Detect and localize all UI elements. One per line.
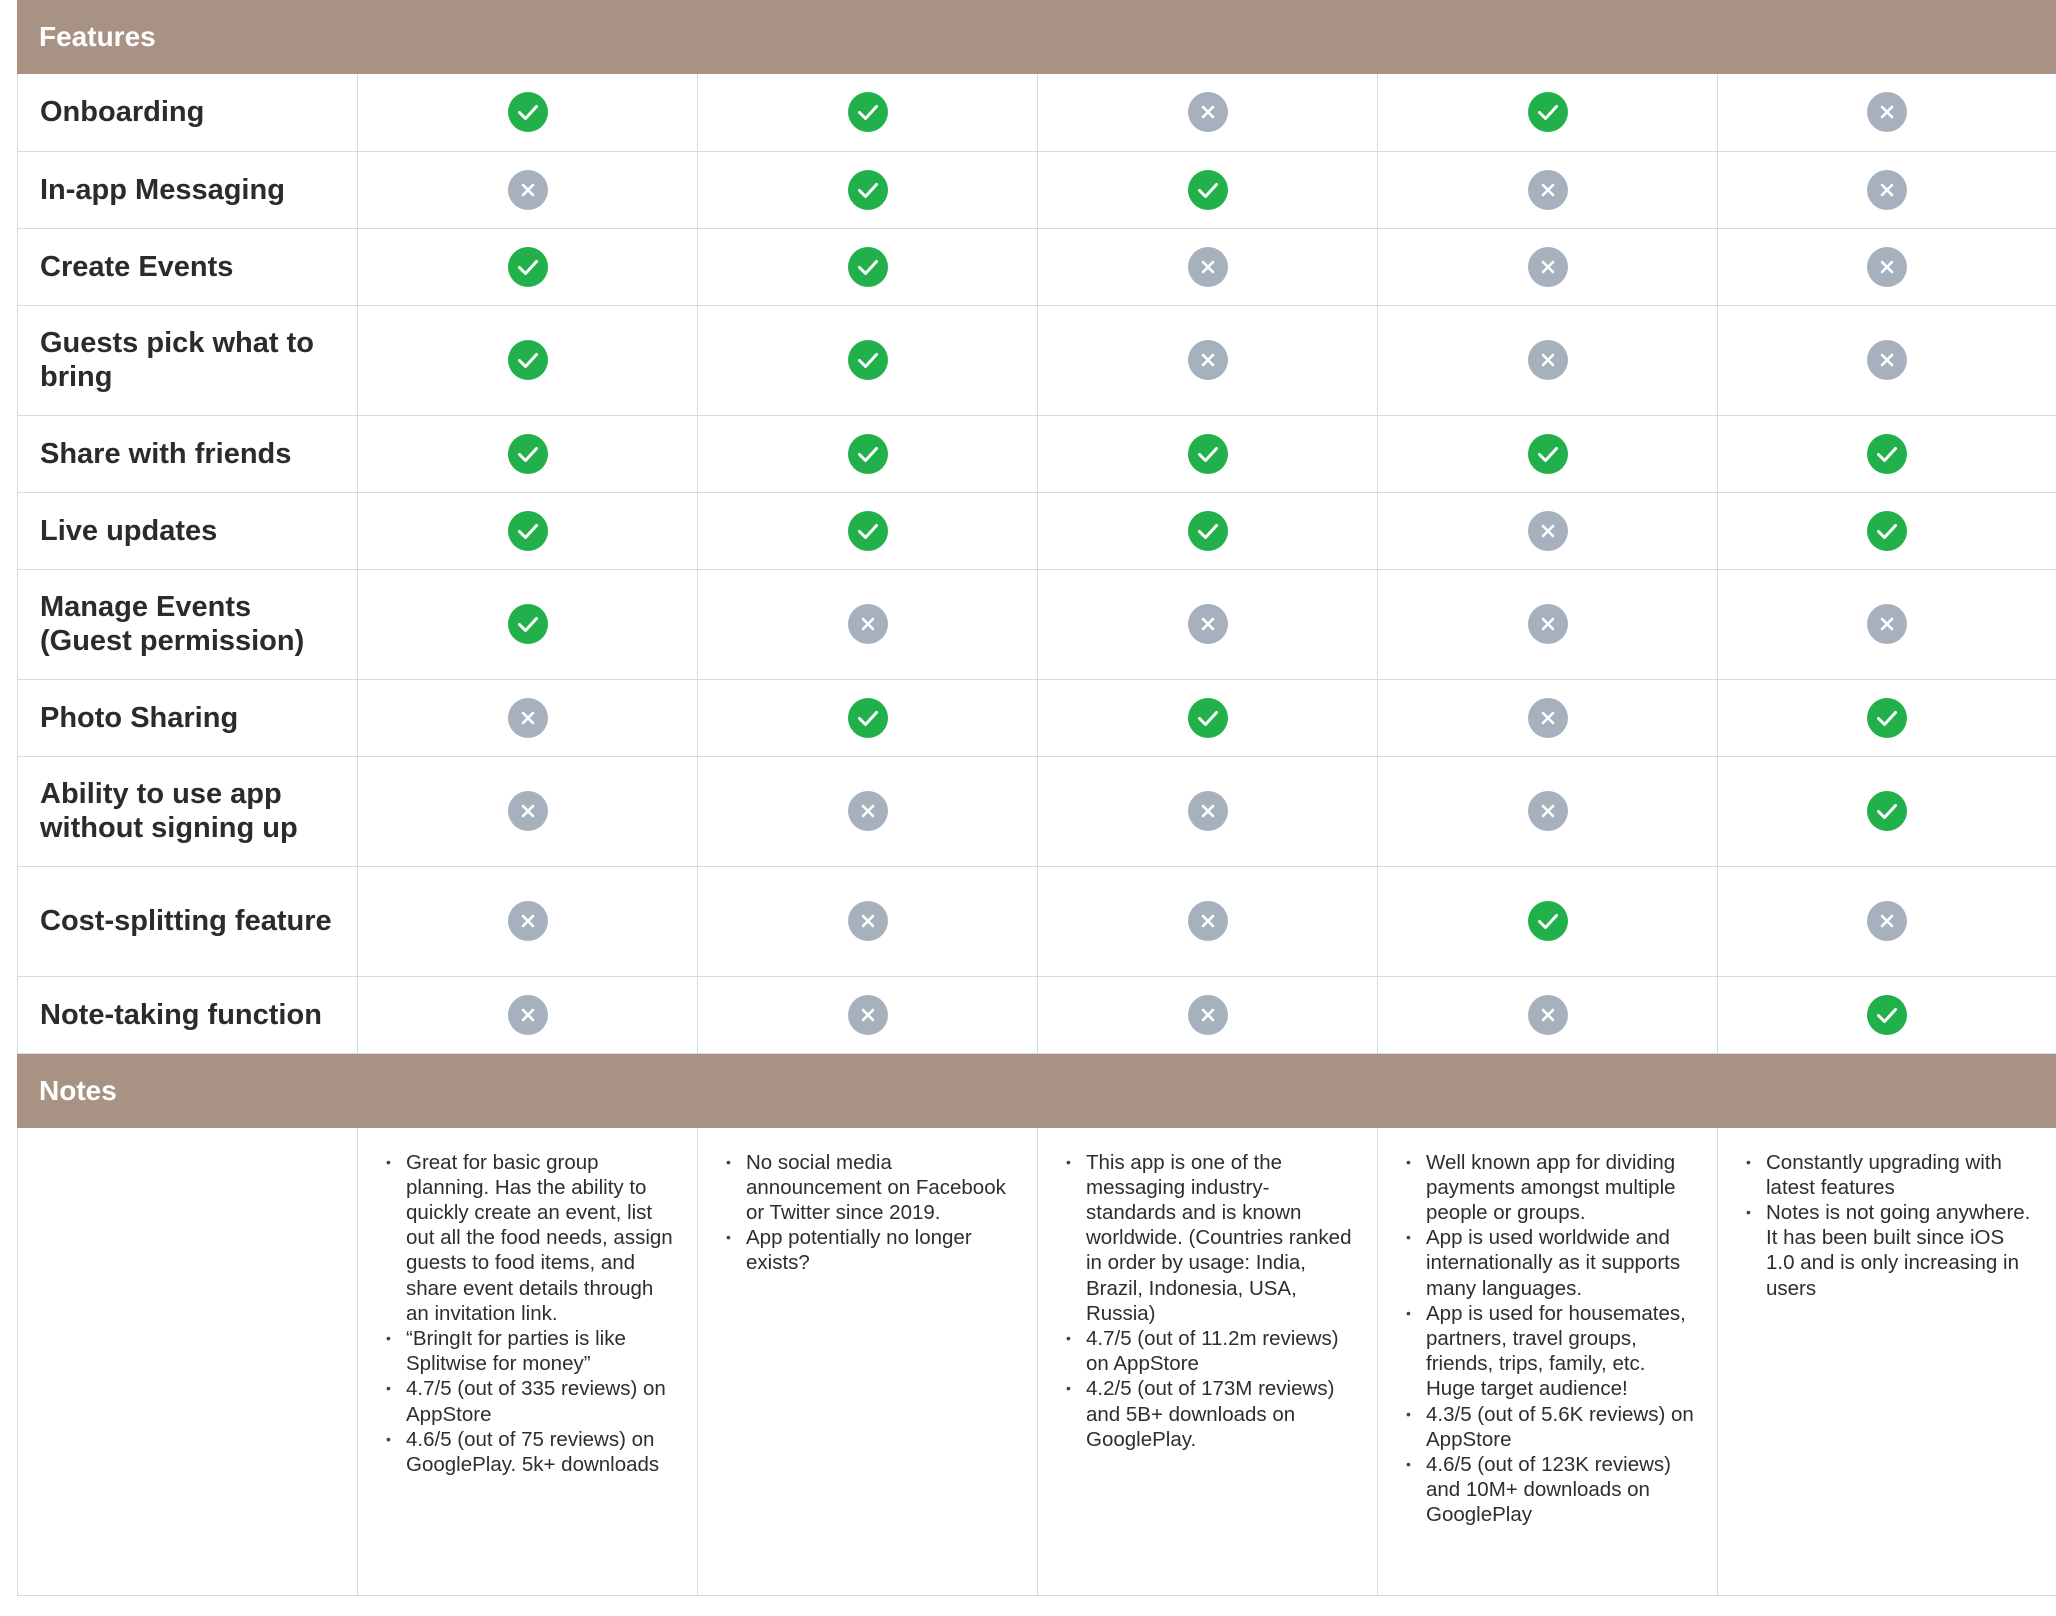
check-circle-icon [1528,434,1568,474]
feature-cell [698,756,1038,866]
x-circle-icon [848,604,888,644]
x-circle-icon [848,995,888,1035]
feature-cell [1718,305,2056,415]
check-circle-icon [1188,434,1228,474]
check-circle-icon [508,92,548,132]
notes-table [17,1128,2056,1597]
feature-cell [698,151,1038,228]
note-item: • 4.6/5 (out of 123K reviews) and 10M+ downloads on GooglePlay [1406,1452,1699,1528]
check-circle-icon [848,698,888,738]
x-circle-icon [1528,247,1568,287]
feature-cell [698,976,1038,1053]
notes-list [726,1150,1019,1276]
check-circle-icon [1867,791,1907,831]
note-item: • Well known app for dividing payments amongst multiple people or groups. [1406,1150,1699,1226]
feature-cell [698,228,1038,305]
feature-cell [698,415,1038,492]
note-item: • 4.2/5 (out of 173M reviews) and 5B+ downloads on GooglePlay. [1066,1376,1359,1452]
note-item: • 4.6/5 (out of 75 reviews) on GooglePlay. 5k+ downloads [386,1427,679,1477]
feature-cell [698,492,1038,569]
table-row [18,151,2056,228]
feature-label: Guests pick what to bring [18,305,358,415]
notes-cell-empty [18,1128,358,1596]
check-circle-icon [1188,698,1228,738]
feature-cell [358,679,698,756]
feature-cell [1378,976,1718,1053]
x-circle-icon [1528,791,1568,831]
table-row [18,679,2056,756]
check-circle-icon [1188,170,1228,210]
x-circle-icon [1867,247,1907,287]
check-circle-icon [848,340,888,380]
feature-cell [1718,866,2056,976]
table-row [18,976,2056,1053]
x-circle-icon [508,901,548,941]
table-row [18,305,2056,415]
notes-list [386,1150,679,1478]
x-circle-icon [508,698,548,738]
feature-cell [1038,756,1378,866]
check-circle-icon [1188,511,1228,551]
feature-label: Photo Sharing [18,679,358,756]
x-circle-icon [848,901,888,941]
feature-cell [1038,492,1378,569]
feature-cell [1718,151,2056,228]
x-circle-icon [508,995,548,1035]
notes-list [1746,1150,2038,1301]
feature-cell [1038,305,1378,415]
notes-cell [698,1128,1038,1596]
feature-cell [358,866,698,976]
note-item: • No social media announcement on Facebook or Twitter since 2019. [726,1150,1019,1226]
note-item: • 4.7/5 (out of 11.2m reviews) on AppStore [1066,1326,1359,1376]
note-item: • “BringIt for parties is like Splitwise for money” [386,1326,679,1376]
x-circle-icon [1867,901,1907,941]
features-header: Features [17,0,2056,74]
feature-cell [1378,569,1718,679]
check-circle-icon [1867,698,1907,738]
x-circle-icon [1188,247,1228,287]
feature-cell [698,569,1038,679]
feature-label: Create Events [18,228,358,305]
feature-cell [1718,569,2056,679]
notes-cell [1378,1128,1718,1596]
feature-cell [1038,415,1378,492]
feature-cell [358,74,698,151]
check-circle-icon [848,434,888,474]
check-circle-icon [508,340,548,380]
feature-cell [358,756,698,866]
x-circle-icon [1188,604,1228,644]
feature-cell [1038,866,1378,976]
feature-cell [1378,492,1718,569]
feature-label: Manage Events (Guest permission) [18,569,358,679]
feature-cell [358,569,698,679]
feature-cell [1378,679,1718,756]
notes-row [18,1128,2056,1596]
note-item: • App is used for housemates, partners, travel groups, friends, trips, family, etc. Huge target audience! [1406,1301,1699,1402]
x-circle-icon [848,791,888,831]
features-table [17,74,2056,1054]
feature-cell [698,305,1038,415]
check-circle-icon [848,170,888,210]
table-row [18,756,2056,866]
notes-cell [358,1128,698,1596]
note-item: • Constantly upgrading with latest features [1746,1150,2038,1200]
x-circle-icon [1188,92,1228,132]
feature-cell [1038,228,1378,305]
feature-cell [1718,756,2056,866]
feature-cell [1378,228,1718,305]
feature-cell [1038,74,1378,151]
feature-cell [358,305,698,415]
note-item: • App is used worldwide and internationally as it supports many languages. [1406,1225,1699,1301]
x-circle-icon [1188,340,1228,380]
x-circle-icon [1867,340,1907,380]
notes-header: Notes [17,1054,2056,1128]
note-item: • Notes is not going anywhere. It has been built since iOS 1.0 and is only increasing in users [1746,1200,2038,1301]
feature-cell [1378,756,1718,866]
check-circle-icon [1867,511,1907,551]
x-circle-icon [1188,901,1228,941]
check-circle-icon [1528,901,1568,941]
feature-cell [1038,151,1378,228]
feature-cell [358,415,698,492]
check-circle-icon [1867,995,1907,1035]
feature-label: Onboarding [18,74,358,151]
check-circle-icon [508,511,548,551]
notes-cell [1038,1128,1378,1596]
feature-cell [698,74,1038,151]
x-circle-icon [1867,170,1907,210]
feature-cell [1038,976,1378,1053]
table-row [18,228,2056,305]
feature-cell [1718,679,2056,756]
feature-cell [358,492,698,569]
check-circle-icon [508,247,548,287]
table-row [18,74,2056,151]
x-circle-icon [1528,170,1568,210]
feature-cell [1718,415,2056,492]
x-circle-icon [1528,604,1568,644]
feature-cell [1718,976,2056,1053]
feature-label: Cost-splitting feature [18,866,358,976]
check-circle-icon [1867,434,1907,474]
table-row [18,866,2056,976]
feature-cell [1378,866,1718,976]
feature-cell [698,866,1038,976]
feature-cell [1718,228,2056,305]
x-circle-icon [1528,511,1568,551]
check-circle-icon [508,434,548,474]
feature-label: Ability to use app without signing up [18,756,358,866]
note-item: • This app is one of the messaging industry-standards and is known worldwide. (Countries ranked in order by usage: India, Brazil, Indonesia, USA, Russia) [1066,1150,1359,1326]
x-circle-icon [1528,340,1568,380]
notes-cell [1718,1128,2056,1596]
x-circle-icon [1528,995,1568,1035]
feature-cell [1718,74,2056,151]
check-circle-icon [848,247,888,287]
feature-cell [358,151,698,228]
note-item: • 4.3/5 (out of 5.6K reviews) on AppStore [1406,1402,1699,1452]
feature-cell [1038,569,1378,679]
feature-label: Note-taking function [18,976,358,1053]
feature-cell [1378,151,1718,228]
feature-cell [1038,679,1378,756]
feature-cell [1718,492,2056,569]
x-circle-icon [1867,604,1907,644]
note-item: • Great for basic group planning. Has the ability to quickly create an event, list out all the food needs, assign guests to food items, and share event details through an invitation link. [386,1150,679,1326]
feature-cell [1378,74,1718,151]
check-circle-icon [848,92,888,132]
notes-list [1066,1150,1359,1452]
feature-label: Share with friends [18,415,358,492]
x-circle-icon [508,170,548,210]
x-circle-icon [1188,791,1228,831]
table-row [18,569,2056,679]
check-circle-icon [1528,92,1568,132]
feature-cell [698,679,1038,756]
feature-cell [1378,415,1718,492]
note-item: • App potentially no longer exists? [726,1225,1019,1275]
note-item: • 4.7/5 (out of 335 reviews) on AppStore [386,1376,679,1426]
feature-cell [1378,305,1718,415]
x-circle-icon [1867,92,1907,132]
comparison-sheet [17,0,2056,1596]
feature-label: In-app Messaging [18,151,358,228]
x-circle-icon [508,791,548,831]
table-row [18,415,2056,492]
check-circle-icon [508,604,548,644]
feature-label: Live updates [18,492,358,569]
notes-list [1406,1150,1699,1528]
feature-cell [358,228,698,305]
table-row [18,492,2056,569]
check-circle-icon [848,511,888,551]
x-circle-icon [1528,698,1568,738]
feature-cell [358,976,698,1053]
x-circle-icon [1188,995,1228,1035]
